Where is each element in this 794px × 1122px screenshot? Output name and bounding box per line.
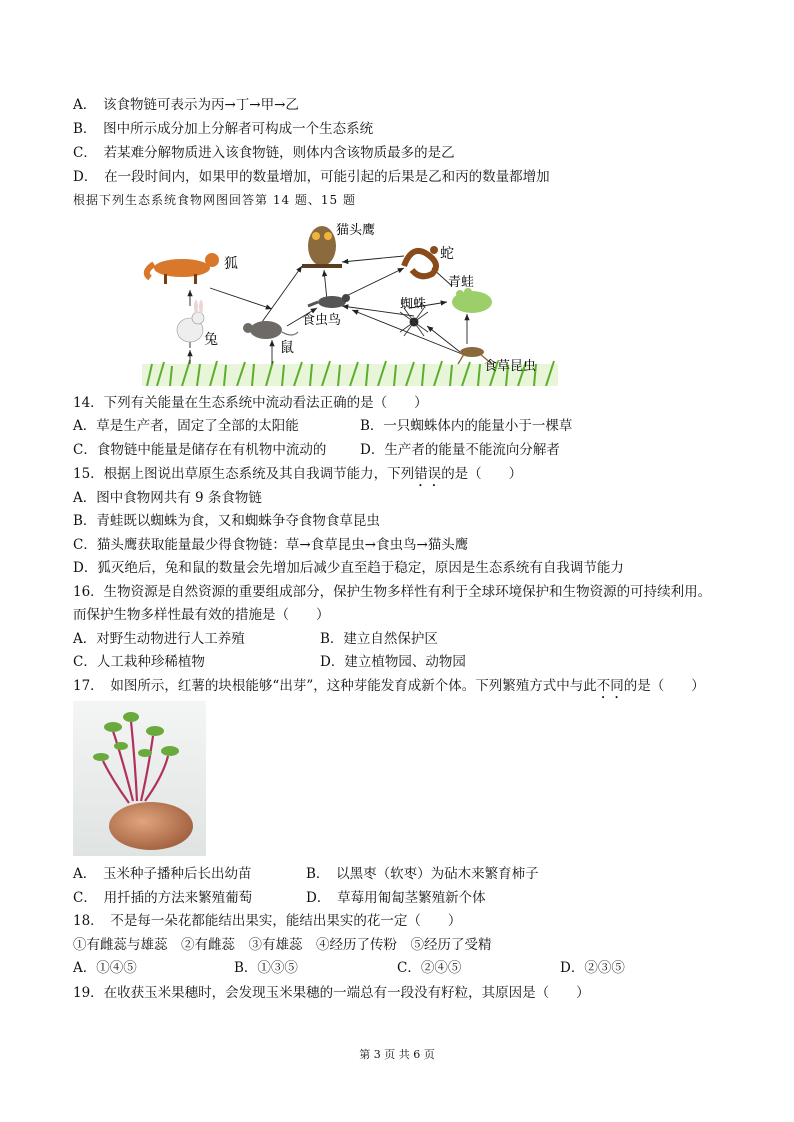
q14-option-d: D．生产者的能量不能流向分解者 <box>360 442 560 458</box>
q16-option-d: D．建立植物园、动物园 <box>320 654 466 670</box>
frog-figure <box>452 288 492 313</box>
q15-option-d: D．狐灭绝后，兔和鼠的数量会先增加后减少直至趋于稳定，原因是生态系统有自我调节能力 <box>73 560 624 576</box>
q14-option-b: B．一只蜘蛛体内的能量小于一棵草 <box>360 418 573 434</box>
q17-option-d: D． 草莓用匍匐茎繁殖新个体 <box>306 890 486 906</box>
q15-option-b: B．青蛙既以蜘蛛为食，又和蜘蛛争夺食物食草昆虫 <box>73 513 380 529</box>
q17-stem-before: 17． 如图所示，红薯的块根能够“出芽”，这种芽能发育成新个体。下列繁殖方式中与此 <box>73 678 597 694</box>
q17-stem-after: 的是（ ） <box>623 678 705 694</box>
rabbit-figure <box>177 300 204 342</box>
q18-items: ①有雌蕊与雄蕊 ②有雌蕊 ③有雄蕊 ④经历了传粉 ⑤经历了受精 <box>73 937 492 953</box>
q15-option-a: A．图中食物网共有 9 条食物链 <box>73 490 262 506</box>
q16-option-a: A．对野生动物进行人工养殖 <box>73 631 245 647</box>
q15-stem <box>73 464 522 490</box>
q15-stem-before: 15．根据上图说出草原生态系统及其自我调节能力，下列 <box>73 466 415 482</box>
label-bird: 食虫鸟 <box>302 313 342 328</box>
label-frog: 青蛙 <box>448 275 475 290</box>
q14-option-a: A．草是生产者，固定了全部的太阳能 <box>73 418 299 434</box>
intro-14-15: 根据下列生态系统食物网图回答第 14 题、15 题 <box>73 193 356 207</box>
label-fox: 狐 <box>224 256 238 272</box>
q16-option-b: B．建立自然保护区 <box>320 631 438 647</box>
q13-option-c: C． 若某难分解物质进入该食物链，则体内含该物质最多的是乙 <box>73 145 455 161</box>
snake-figure <box>404 246 438 276</box>
q17-option-a: A． 玉米种子播种后长出幼苗 <box>73 866 252 882</box>
q18-option-c: C．②④⑤ <box>397 960 462 976</box>
q15-option-c: C．猫头鹰获取能量最少得食物链：草→食草昆虫→食虫鸟→猫头鹰 <box>73 537 469 553</box>
label-spider: 蜘蛛 <box>400 297 427 312</box>
q14-stem: 14．下列有关能量在生态系统中流动看法正确的是（ ） <box>73 395 428 411</box>
q14-option-c: C．食物链中能量是储存在有机物中流动的 <box>73 442 327 458</box>
fox-figure <box>147 253 219 284</box>
q13-option-b: B． 图中所示成分加上分解者可构成一个生态系统 <box>73 121 374 137</box>
q17-stem <box>73 676 705 702</box>
q17-option-c: C． 用扦插的方法来繁殖葡萄 <box>73 890 253 906</box>
page-footer: 第 3 页 共 6 页 <box>359 1048 435 1061</box>
sweet-potato-photo <box>73 701 206 856</box>
q16-stem-line2: 而保护生物多样性最有效的措施是（ ） <box>73 607 330 623</box>
spider-figure <box>400 308 428 336</box>
q17-option-b: B． 以黑枣（软枣）为砧木来繁育柿子 <box>306 866 539 882</box>
q15-stem-emphasis: 错误 <box>414 466 442 482</box>
label-insect: 食草昆虫 <box>484 359 537 374</box>
q13-option-d: D． 在一段时间内，如果甲的数量增加，可能引起的后果是乙和丙的数量都增加 <box>73 169 550 185</box>
q13-option-a: A． 该食物链可表示为丙→丁→甲→乙 <box>73 97 299 113</box>
q18-option-d: D．②③⑤ <box>560 960 625 976</box>
q18-option-b: B．①③⑤ <box>234 960 298 976</box>
mouse-figure <box>243 321 298 339</box>
label-owl: 猫头鹰 <box>336 223 376 238</box>
food-web-figure <box>142 214 558 386</box>
q17-stem-emphasis: 不同 <box>596 678 624 694</box>
q16-option-c: C．人工栽种珍稀植物 <box>73 654 205 670</box>
label-mouse: 鼠 <box>280 340 294 356</box>
q18-option-a: A．①④⑤ <box>73 960 137 976</box>
q18-stem: 18． 不是每一朵花都能结出果实，能结出果实的花一定（ ） <box>73 913 462 929</box>
q19-stem: 19．在收获玉米果穗时，会发现玉米果穗的一端总有一段没有籽粒，其原因是（ ） <box>73 985 590 1001</box>
label-rabbit: 兔 <box>204 332 218 348</box>
q15-stem-after: 的是（ ） <box>441 466 523 482</box>
label-snake: 蛇 <box>440 246 454 262</box>
q16-stem-line1: 16．生物资源是自然资源的重要组成部分，保护生物多样性有利于全球环境保护和生物资源的可持续利用。 <box>73 584 712 600</box>
